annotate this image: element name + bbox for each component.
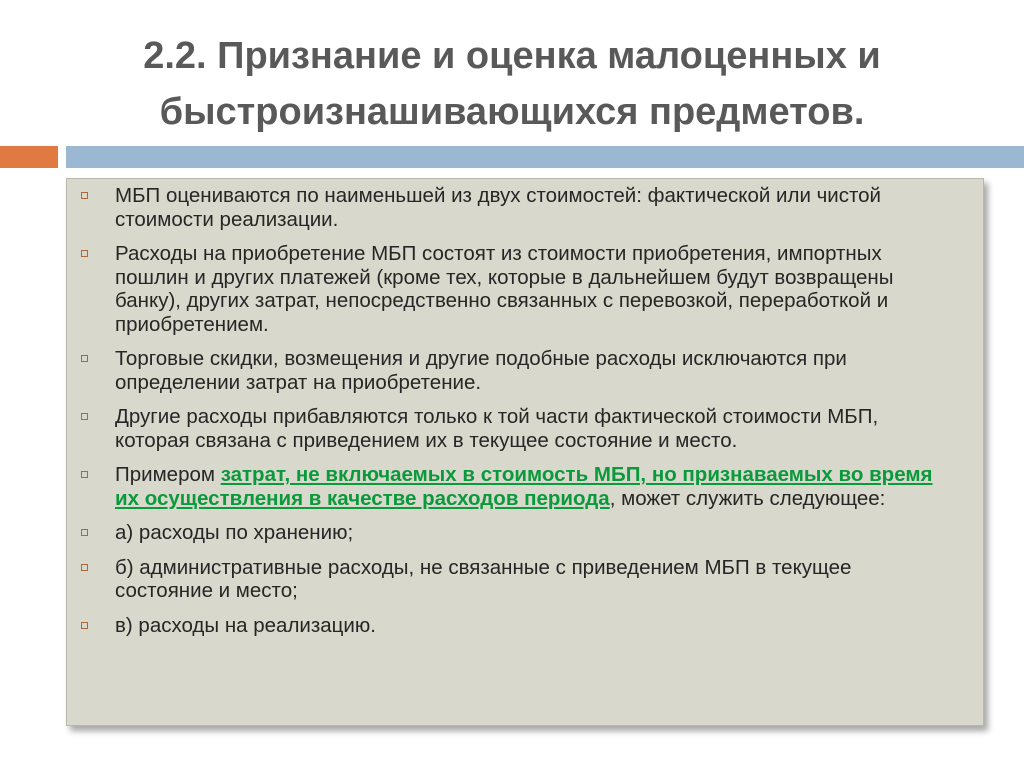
bullet-list — [67, 179, 983, 637]
slide-title-line-2: быстроизнашивающихся предметов. — [159, 91, 865, 133]
square-bullet-icon — [81, 564, 88, 571]
bullet-item — [115, 614, 955, 638]
orange-accent-bar — [0, 146, 58, 168]
bullet-text: б) административные расходы, не связанные с приведением МБП в текущее состояние и место; — [115, 555, 852, 602]
square-bullet-icon — [81, 413, 88, 420]
bullet-text-prefix: Примером — [115, 463, 221, 486]
bullet-item — [115, 556, 955, 603]
square-bullet-icon — [81, 250, 88, 257]
hyperlink-expenses-not-included[interactable]: затрат, не включаемых в стоимость МБП, но признаваемых во время их осуществления в качестве расходов периода — [115, 463, 933, 510]
square-bullet-icon — [81, 471, 88, 478]
bullet-text: Торговые скидки, возмещения и другие подобные расходы исключаются при определении затрат на приобретение. — [115, 347, 847, 394]
bullet-text: а) расходы по хранению; — [115, 521, 354, 544]
bullet-text: Другие расходы прибавляются только к той части фактической стоимости МБП, которая связана с приведением их в текущее состояние и место. — [115, 405, 879, 452]
bullet-item — [115, 184, 955, 231]
square-bullet-icon — [81, 529, 88, 536]
square-bullet-icon — [81, 622, 88, 629]
bullet-text: в) расходы на реализацию. — [115, 613, 376, 637]
bullet-text-suffix: , может служить следующее: — [609, 486, 886, 510]
blue-accent-bar — [66, 146, 1024, 168]
slide-title-line-1: 2.2. Признание и оценка малоценных и — [143, 35, 881, 77]
bullet-item — [115, 242, 955, 336]
slide-title — [60, 28, 964, 140]
bullet-item — [115, 405, 955, 452]
bullet-text: Расходы на приобретение МБП состоят из стоимости приобретения, импортных пошлин и других платежей (кроме тех, которые в дальнейшем будут возвращены банку), других затрат, непосредственно связанных с перевозкой, переработкой и приобретением. — [115, 242, 894, 336]
bullet-item — [115, 347, 955, 394]
square-bullet-icon — [81, 355, 88, 362]
square-bullet-icon — [81, 192, 88, 199]
content-box — [66, 178, 984, 726]
bullet-item — [115, 463, 955, 510]
bullet-text: МБП оцениваются по наименьшей из двух стоимостей: фактической или чистой стоимости реализации. — [115, 184, 881, 231]
bullet-item — [115, 521, 955, 545]
